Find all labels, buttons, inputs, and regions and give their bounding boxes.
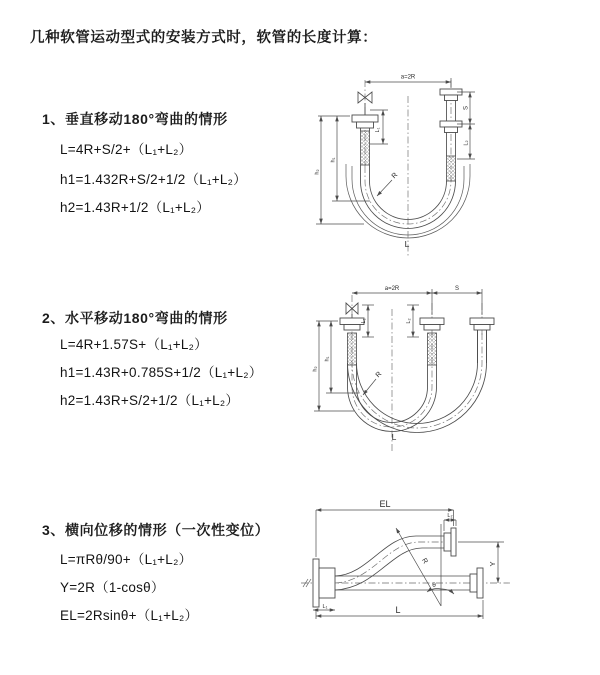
label-s: S	[463, 105, 470, 111]
label-s: S	[454, 286, 460, 292]
label-h2: h₂	[314, 169, 321, 175]
section2-formula-L: L=4R+1.57S+（L₁+L₂）	[60, 337, 208, 352]
pipe-ends	[340, 318, 494, 365]
label-h1: h₁	[330, 157, 337, 163]
label-theta: θ	[432, 582, 436, 589]
dimension-l1	[361, 305, 374, 337]
label-r: R	[390, 171, 400, 181]
label-l-total: L	[404, 239, 410, 249]
dimension-l2	[406, 305, 419, 337]
hose-u-curves	[348, 330, 487, 433]
curved-hose-position	[335, 528, 456, 590]
diagram-lateral-displacement	[298, 498, 598, 658]
label-h1: h₁	[324, 356, 331, 362]
section2-heading: 2、水平移动180°弯曲的情形	[42, 310, 228, 326]
dimension-s	[432, 286, 482, 315]
label-l1: L₁	[322, 604, 328, 610]
label-el: EL	[379, 499, 391, 509]
section2-formula-h2: h2=1.43R+S/2+1/2（L₁+L₂）	[60, 393, 240, 408]
section3-formula-Y: Y=2R（1-cosθ）	[60, 580, 165, 595]
label-h2: h₂	[312, 366, 319, 372]
braid-section-left	[361, 131, 370, 165]
label-l-total: L	[391, 432, 397, 442]
left-flange	[313, 559, 335, 607]
label-l-total: L	[395, 605, 401, 615]
section3-formula-EL: EL=2Rsinθ+（L₁+L₂）	[60, 608, 199, 623]
section1-formula-h1: h1=1.432R+S/2+1/2（L₁+L₂）	[60, 172, 247, 187]
label-l2: L₂	[447, 513, 453, 519]
section1-formula-L: L=4R+S/2+（L₁+L₂）	[60, 142, 193, 157]
section3-formula-L: L=πRθ/90+（L₁+L₂）	[60, 552, 193, 567]
label-l1: L₁	[361, 318, 367, 324]
label-a2r: a=2R	[384, 286, 400, 292]
label-y: Y	[488, 561, 497, 567]
dimension-l2	[457, 124, 475, 159]
dimension-h2	[315, 116, 365, 224]
section3-heading: 3、横向位移的情形（一次性变位）	[42, 522, 270, 538]
centerlines	[365, 80, 451, 258]
dimension-a2r	[365, 75, 451, 89]
label-l2: L₂	[406, 318, 412, 324]
page-title: 几种软管运动型式的安装方式时，软管的长度计算：	[30, 30, 378, 46]
label-l2: L₂	[463, 140, 470, 146]
diagram-vertical-180-bend	[306, 66, 591, 261]
label-l1: L₁	[375, 127, 381, 133]
left-pipe-end	[352, 115, 378, 165]
section2-formula-h1: h1=1.43R+0.785S+1/2（L₁+L₂）	[60, 365, 263, 380]
label-a2r: a=2R	[400, 74, 416, 81]
section1-formula-h2: h2=1.43R+1/2（L₁+L₂）	[60, 200, 211, 215]
dimension-l	[316, 600, 483, 619]
dimension-s	[457, 92, 475, 124]
label-r: R	[420, 557, 429, 566]
radius-callout	[377, 172, 399, 196]
section1-heading: 1、垂直移动180°弯曲的情形	[42, 111, 228, 127]
centerlines	[352, 295, 482, 451]
diagram-horizontal-180-bend	[306, 281, 591, 456]
radius-callout	[363, 371, 383, 395]
label-r: R	[374, 370, 384, 380]
